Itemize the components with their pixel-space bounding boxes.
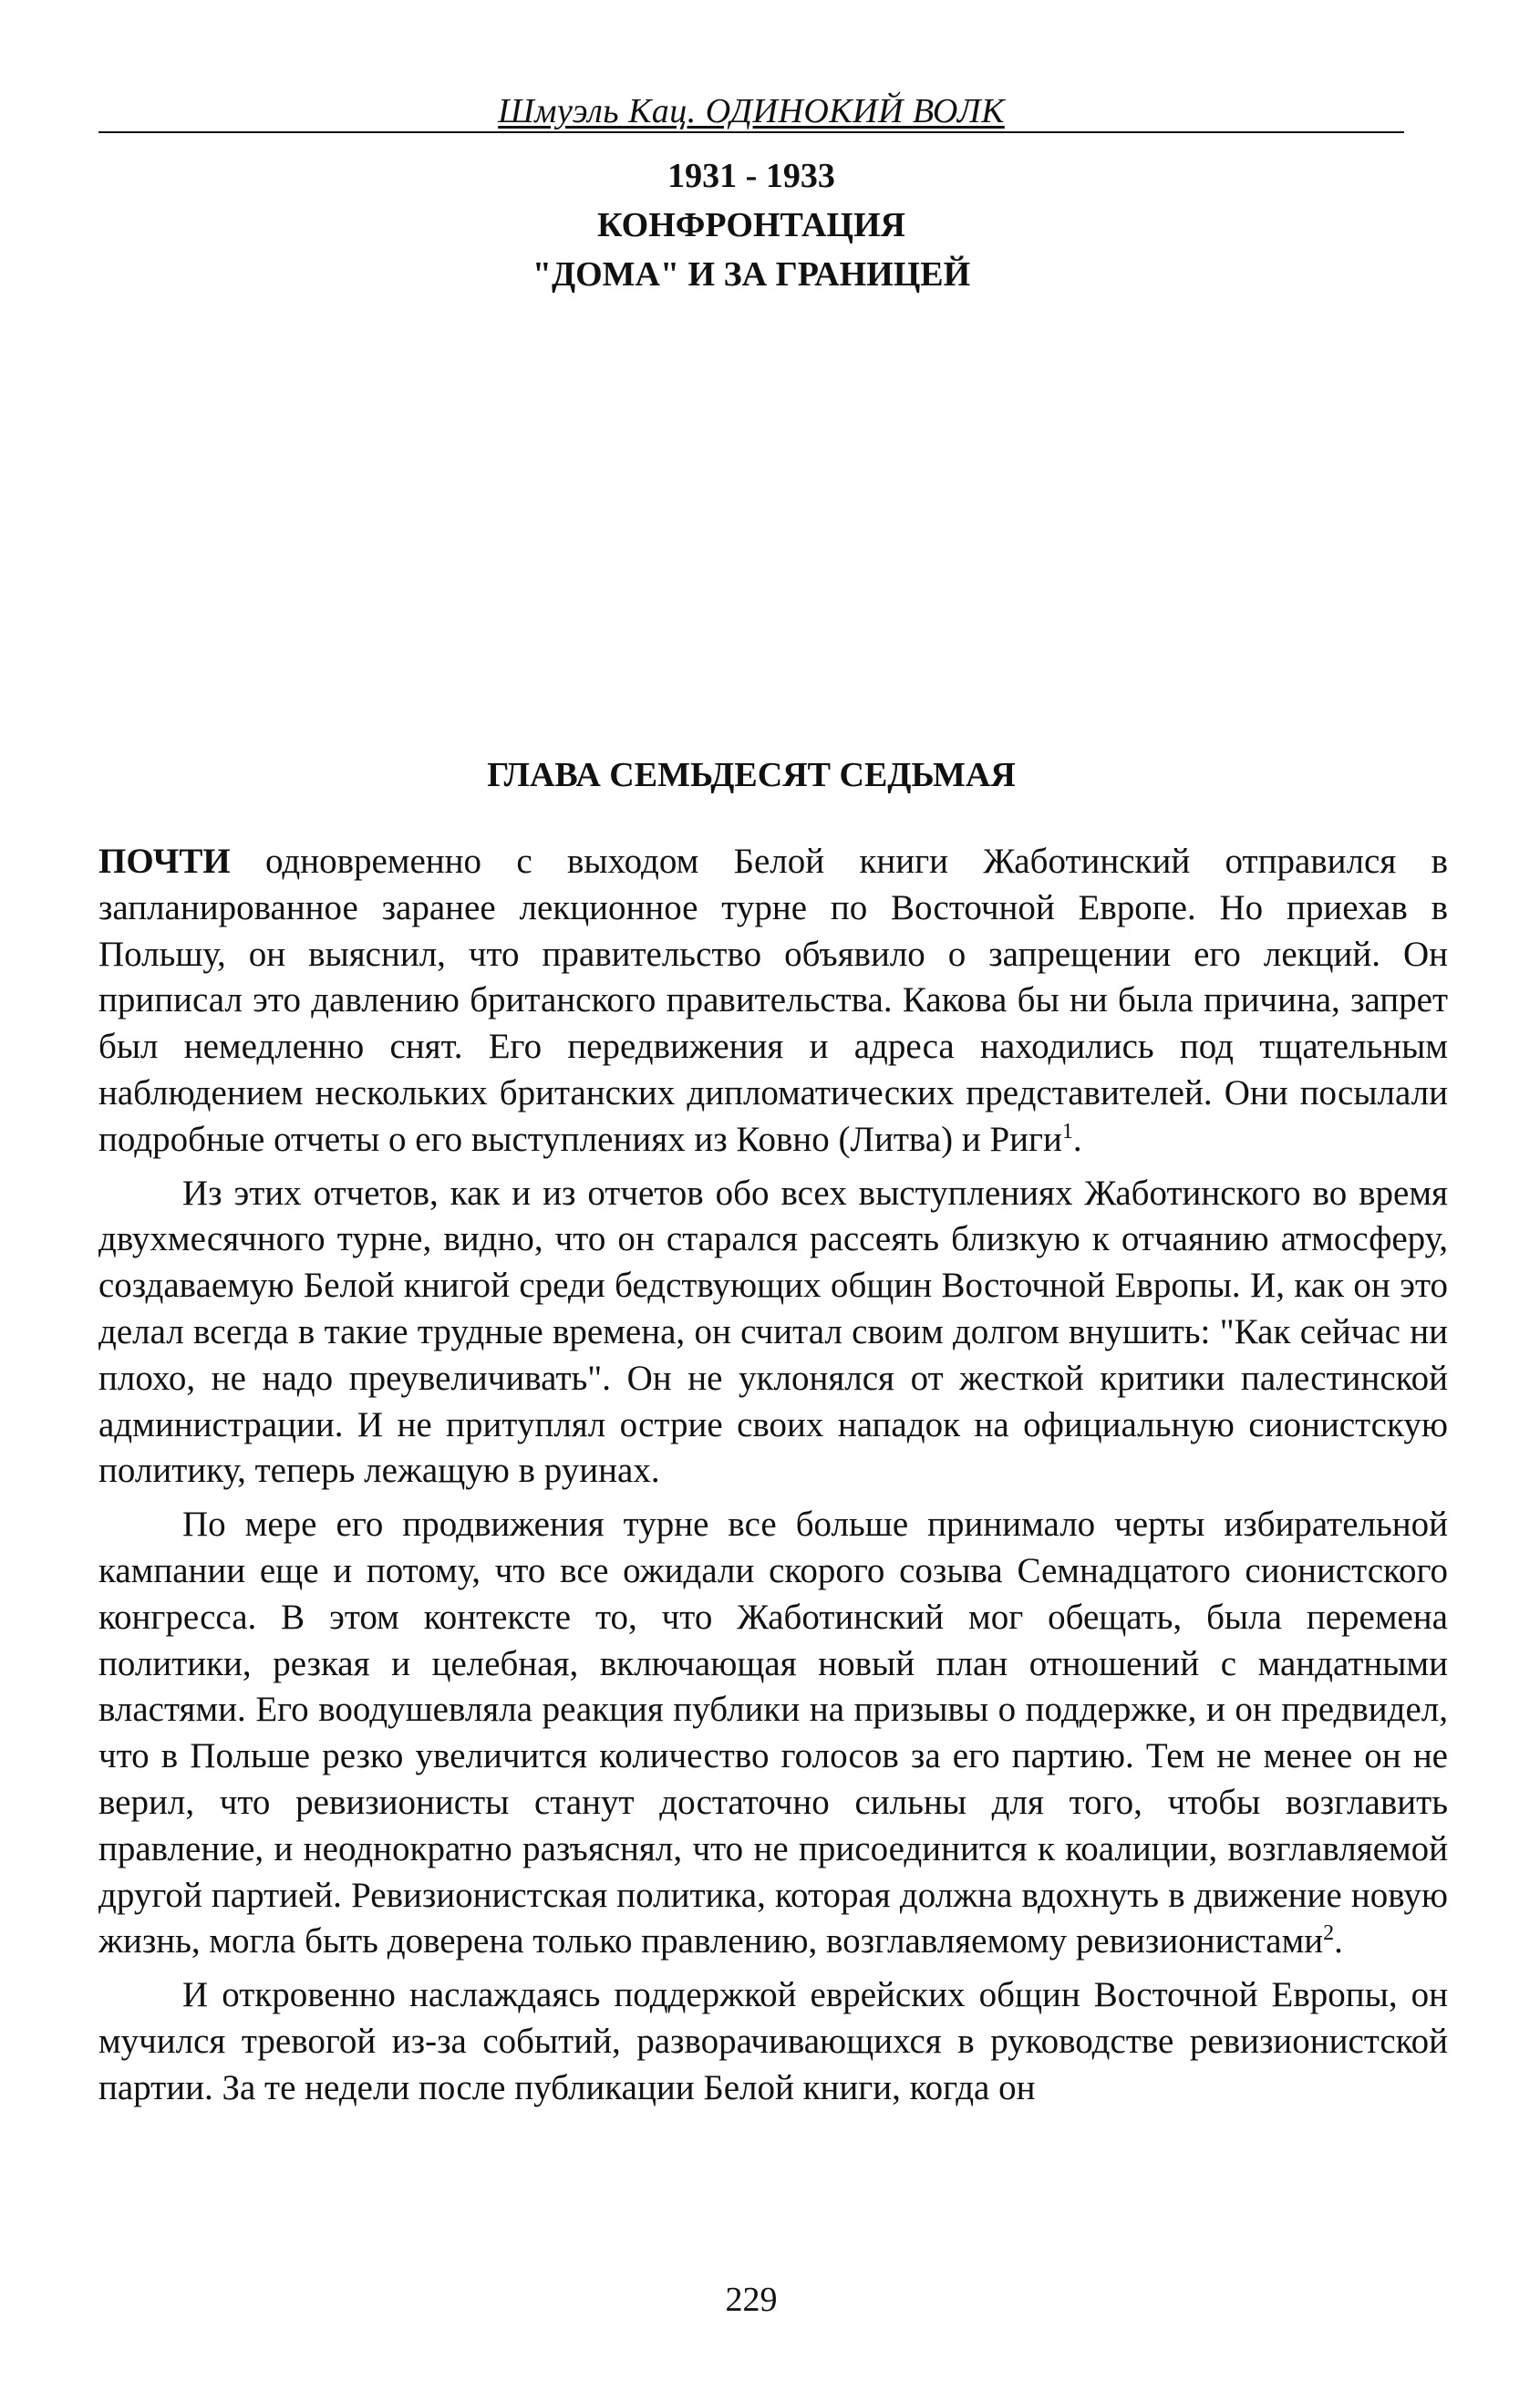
footnote-ref-2: 2 (1323, 1921, 1335, 1946)
running-head-text: Шмуэль Кац. ОДИНОКИЙ ВОЛК (498, 92, 1005, 130)
paragraph-1-text: одновременно с выходом Белой книги Жаботинский отправился в запланированное заранее лекционное турне по Восточной Европе. Но приехав в Польшу, он выяснил, что правительство объявило о запрещении его лекций. Он приписал это давлению британского правительства. Какова бы ни была причина, запрет был немедленно снят. Его передвижения и адреса находились под тщательным наблюдением нескольких британских дипломатических представителей. Они посылали подробные отчеты о его выступлениях из Ковно (Литва) и Риги (98, 842, 1448, 1159)
chapter-title: ГЛАВА СЕМЬДЕСЯТ СЕДЬМАЯ (487, 756, 1016, 794)
header-rule (98, 131, 1404, 133)
running-head (98, 91, 1404, 131)
paragraph-3-tail: . (1334, 1921, 1343, 1961)
body-text (98, 839, 1448, 2119)
footnote-ref-1: 1 (1061, 1119, 1073, 1144)
part-title-line-1: КОНФРОНТАЦИЯ (597, 206, 905, 244)
paragraph-3-text: По мере его продвижения турне все больше принимало черты избирательной кампании еще и потому, что все ожидали скорого созыва Семнадцатого сионистского конгресса. В этом контексте то, что Жаботинский мог обещать, была перемена политики, резкая и целебная, включающая новый план отношений с мандатными властями. Его воодушевляла реакция публики на призывы о поддержке, и он предвидел, что в Польше резко увеличится количество голосов за его партию. Тем не менее он не верил, что ревизионисты станут достаточно сильны для того, чтобы возглавить правление, и неоднократно разъяснял, что не присоединится к коалиции, возглавляемой другой партией. Ревизионистская политика, которая должна вдохнуть в движение новую жизнь, могла быть доверена только правлению, возглавляемому ревизионистами (98, 1505, 1448, 1961)
part-heading (98, 151, 1404, 299)
paragraph-1-tail: . (1072, 1119, 1082, 1159)
paragraph-3 (98, 1502, 1448, 1965)
paragraph-4: И откровенно наслаждаясь поддержкой еврейских общин Восточной Европы, он мучился тревогой из-за событий, разворачивающихся в руководстве ревизионистской партии. За те недели после публикации Белой книги, когда он (98, 1975, 1448, 2107)
part-years: 1931 - 1933 (667, 157, 835, 195)
part-title-line-2: "ДОМА" И ЗА ГРАНИЦЕЙ (532, 255, 971, 294)
paragraph-1-lead-word: ПОЧТИ (98, 842, 231, 881)
paragraph-2: Из этих отчетов, как и из отчетов обо всех выступлениях Жаботинского во время двухмесячного турне, видно, что он старался рассеять близкую к отчаянию атмосферу, создаваемую Белой книгой среди бедствующих общин Восточной Европы. И, как он это делал всегда в такие трудные времена, он считал своим долгом внушить: "Как сейчас ни плохо, не надо преувеличивать". Он не уклонялся от жесткой критики палестинской администрации. И не притуплял острие своих нападок на официальную сионистскую политику, теперь лежащую в руинах. (98, 1173, 1448, 1491)
page-number: 229 (725, 2281, 778, 2319)
paragraph-1 (98, 839, 1448, 1164)
